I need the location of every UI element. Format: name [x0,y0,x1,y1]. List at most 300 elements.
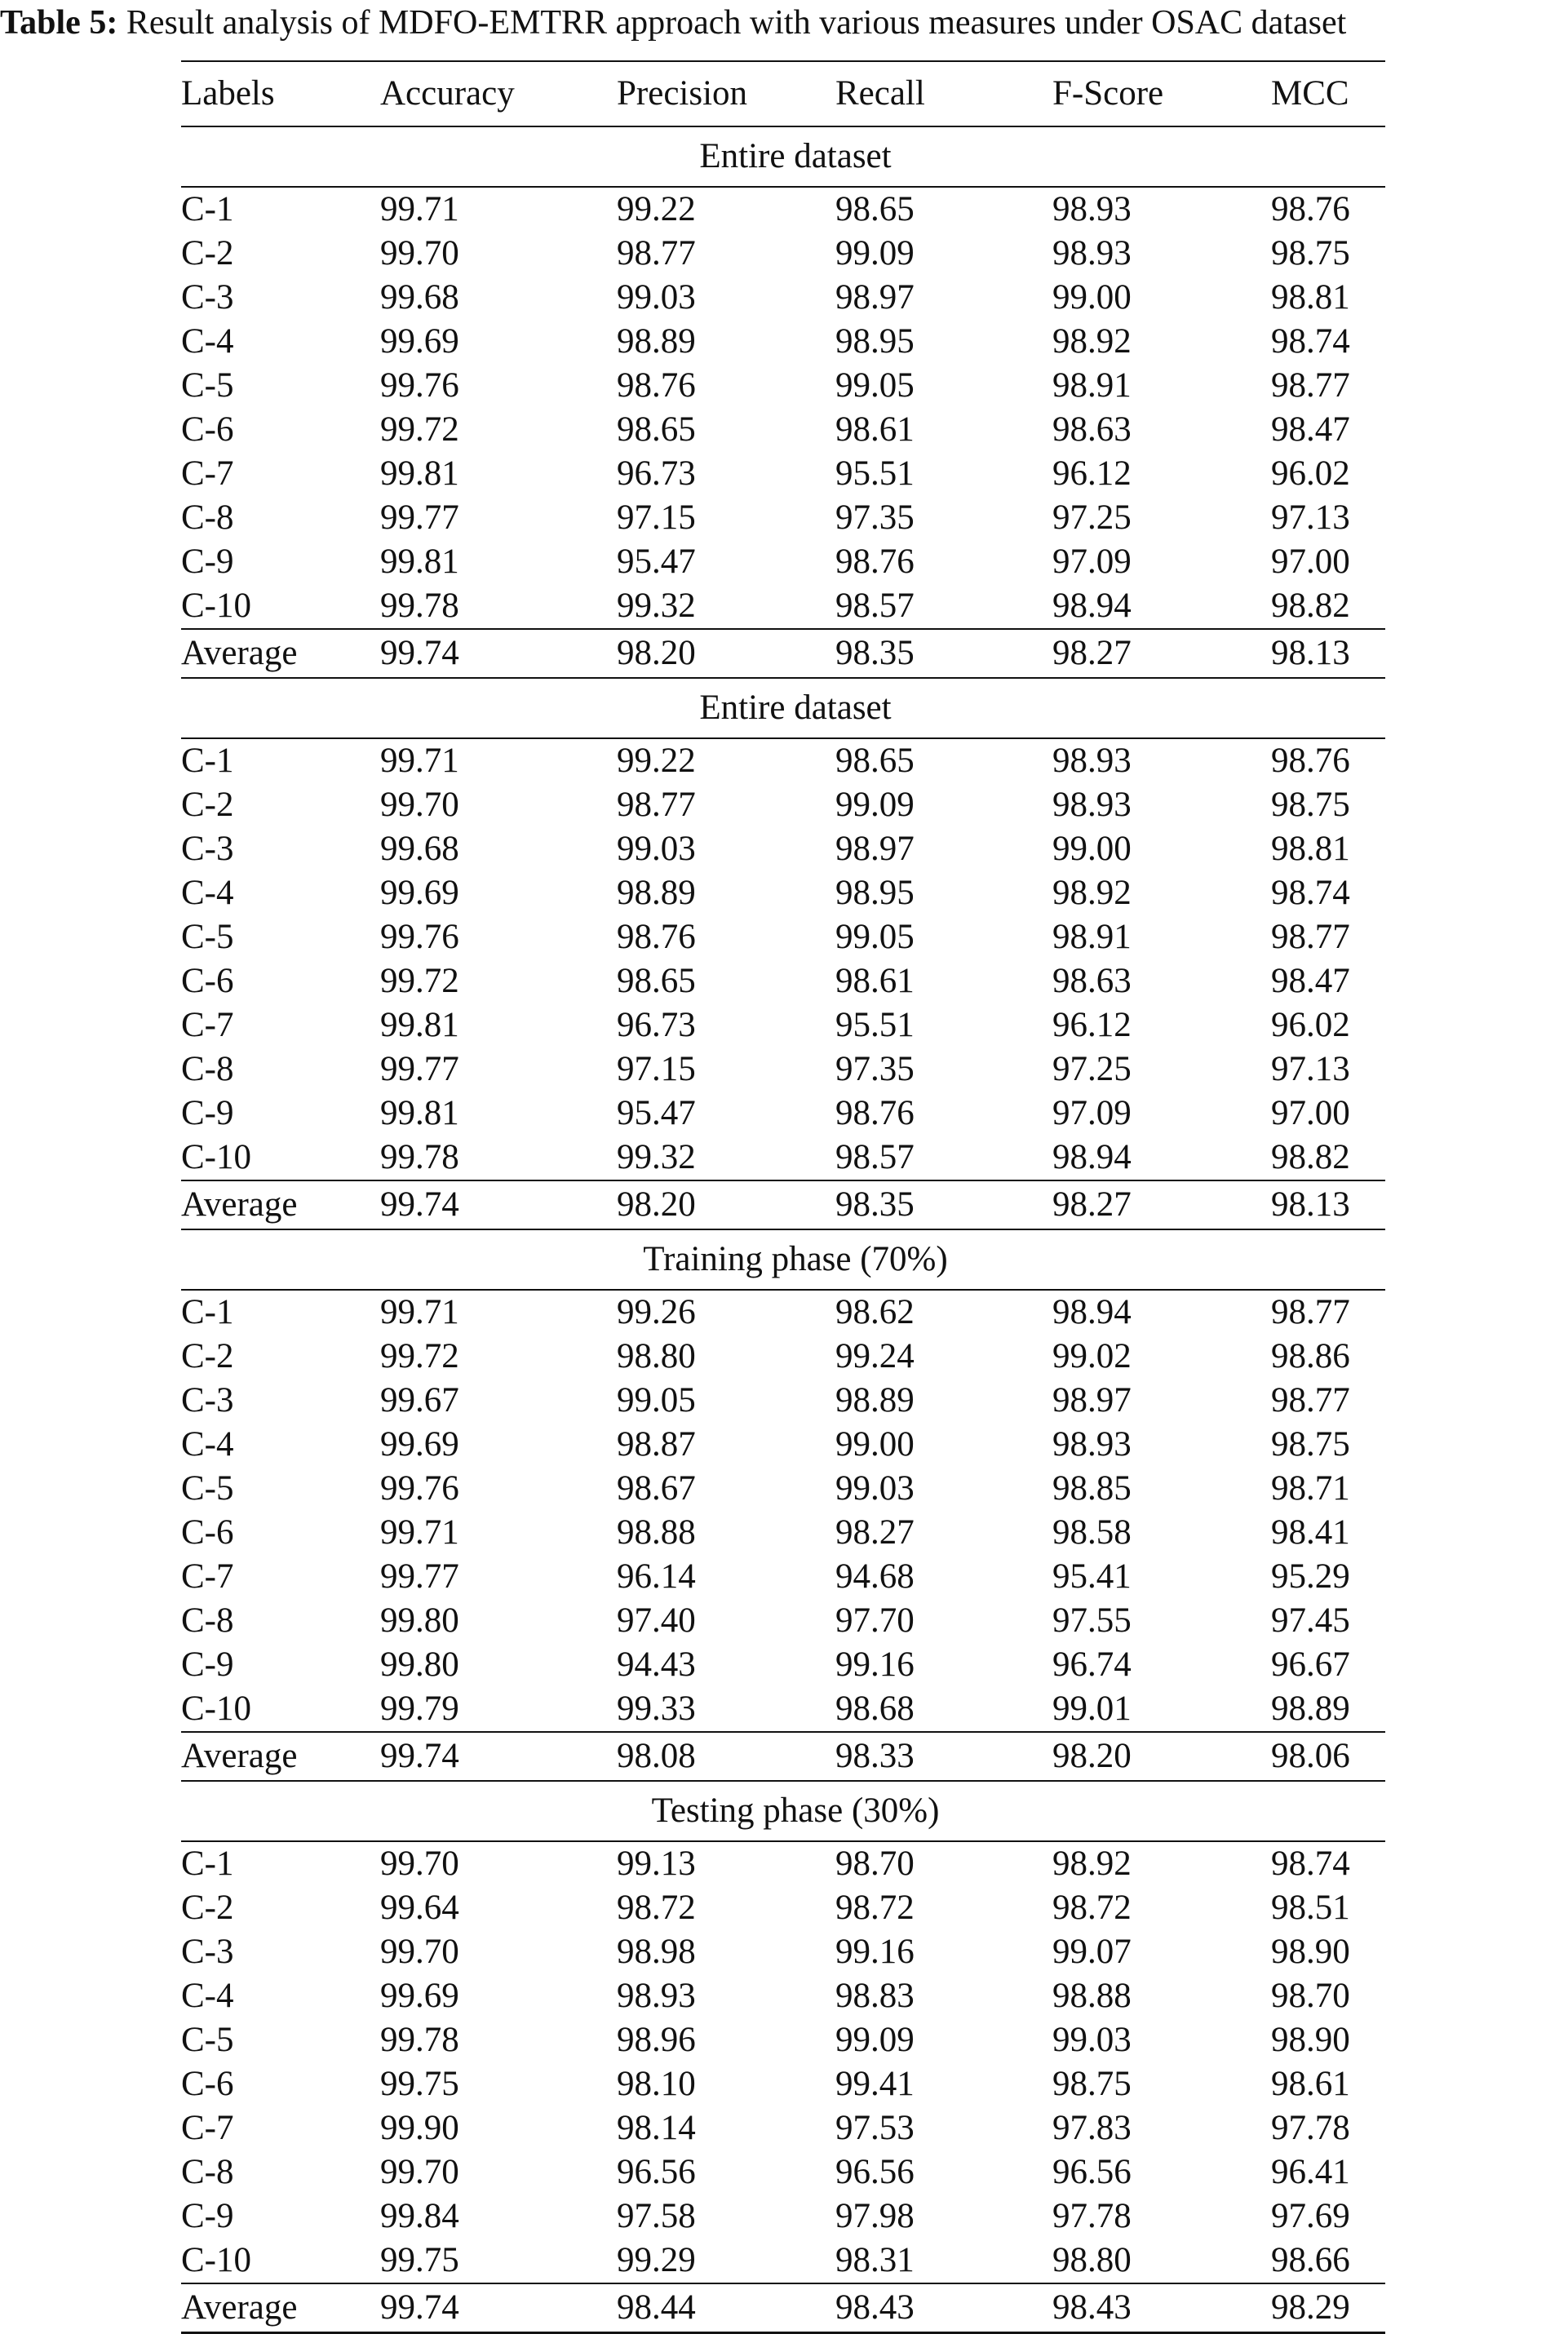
cell-label: C-4 [181,874,234,912]
cell-precision: 99.29 [617,2241,696,2279]
table-row [181,1511,1385,1555]
cell-label: C-6 [181,962,234,1000]
cell-recall: 99.24 [835,1337,915,1375]
table-row [181,783,1385,827]
average-row [181,628,1385,679]
cell-label: C-1 [181,1845,234,1883]
cell-mcc: 97.00 [1271,543,1350,581]
cell-precision: 97.58 [617,2197,696,2235]
cell-accuracy: 99.72 [380,1337,459,1375]
average-recall: 98.35 [835,634,915,672]
cell-label: C-10 [181,2241,251,2279]
cell-mcc: 98.82 [1271,587,1350,625]
column-header-mcc: MCC [1271,74,1349,113]
cell-recall: 98.61 [835,962,915,1000]
cell-recall: 98.27 [835,1513,915,1552]
cell-recall: 98.72 [835,1889,915,1927]
cell-label: C-5 [181,1469,234,1508]
cell-recall: 99.09 [835,234,915,272]
table-caption [0,0,1568,49]
cell-f-score: 98.72 [1052,1889,1132,1927]
average-f-score: 98.27 [1052,1185,1132,1224]
cell-recall: 98.83 [835,1977,915,2015]
cell-precision: 98.72 [617,1889,696,1927]
cell-label: C-7 [181,2109,234,2147]
average-label: Average [181,634,298,672]
cell-label: C-1 [181,1293,234,1331]
table-row [181,320,1385,364]
cell-label: C-1 [181,190,234,228]
cell-f-score: 98.63 [1052,962,1132,1000]
cell-precision: 98.89 [617,874,696,912]
average-f-score: 98.20 [1052,1737,1132,1775]
cell-f-score: 97.09 [1052,1094,1132,1132]
table-row [181,959,1385,1003]
column-header-recall: Recall [835,74,925,113]
cell-label: C-4 [181,322,234,361]
cell-label: C-6 [181,2065,234,2103]
cell-accuracy: 99.77 [380,1050,459,1088]
cell-mcc: 98.86 [1271,1337,1350,1375]
cell-f-score: 97.25 [1052,498,1132,537]
cell-recall: 99.41 [835,2065,915,2103]
table-header-row [181,60,1385,127]
cell-mcc: 98.75 [1271,234,1350,272]
average-precision: 98.08 [617,1737,696,1775]
cell-recall: 99.16 [835,1933,915,1971]
cell-f-score: 96.12 [1052,454,1132,493]
cell-recall: 98.76 [835,1094,915,1132]
cell-mcc: 98.71 [1271,1469,1350,1508]
cell-accuracy: 99.69 [380,1977,459,2015]
average-label: Average [181,1185,298,1224]
cell-precision: 98.77 [617,234,696,272]
cell-f-score: 98.94 [1052,1138,1132,1176]
cell-mcc: 98.89 [1271,1690,1350,1728]
cell-f-score: 98.88 [1052,1977,1132,2015]
cell-recall: 97.70 [835,1601,915,1640]
cell-f-score: 98.93 [1052,786,1132,824]
average-accuracy: 99.74 [380,1185,459,1224]
cell-recall: 98.31 [835,2241,915,2279]
table-row [181,1930,1385,1974]
cell-label: C-5 [181,366,234,405]
table-row [181,1974,1385,2018]
cell-precision: 96.73 [617,454,696,493]
cell-mcc: 97.13 [1271,498,1350,537]
cell-label: C-1 [181,742,234,780]
average-f-score: 98.27 [1052,634,1132,672]
cell-f-score: 97.78 [1052,2197,1132,2235]
cell-accuracy: 99.75 [380,2065,459,2103]
cell-label: C-2 [181,786,234,824]
cell-f-score: 98.93 [1052,190,1132,228]
cell-mcc: 98.81 [1271,278,1350,317]
cell-mcc: 98.74 [1271,1845,1350,1883]
cell-precision: 98.96 [617,2021,696,2059]
cell-label: C-3 [181,830,234,868]
cell-precision: 98.98 [617,1933,696,1971]
table-row [181,1467,1385,1511]
cell-precision: 94.43 [617,1645,696,1684]
cell-accuracy: 99.84 [380,2197,459,2235]
cell-mcc: 96.02 [1271,454,1350,493]
cell-recall: 98.65 [835,742,915,780]
cell-accuracy: 99.70 [380,1845,459,1883]
cell-precision: 98.76 [617,366,696,405]
cell-recall: 95.51 [835,1006,915,1044]
cell-f-score: 98.93 [1052,1425,1132,1464]
cell-label: C-10 [181,1690,251,1728]
cell-f-score: 98.94 [1052,587,1132,625]
section-title: Entire dataset [181,127,1385,188]
cell-label: C-2 [181,1889,234,1927]
cell-mcc: 98.90 [1271,2021,1350,2059]
cell-precision: 98.77 [617,786,696,824]
column-header-f-score: F-Score [1052,74,1164,113]
cell-precision: 99.33 [617,1690,696,1728]
table-row [181,1003,1385,1047]
average-row [181,1731,1385,1782]
cell-f-score: 98.93 [1052,234,1132,272]
cell-recall: 99.05 [835,918,915,956]
table-row [181,2194,1385,2239]
cell-accuracy: 99.81 [380,543,459,581]
table-row [181,827,1385,871]
cell-accuracy: 99.75 [380,2241,459,2279]
cell-accuracy: 99.64 [380,1889,459,1927]
cell-f-score: 97.25 [1052,1050,1132,1088]
cell-label: C-4 [181,1977,234,2015]
cell-recall: 99.16 [835,1645,915,1684]
cell-mcc: 98.77 [1271,366,1350,405]
cell-f-score: 98.92 [1052,322,1132,361]
cell-precision: 99.22 [617,742,696,780]
cell-mcc: 98.74 [1271,874,1350,912]
results-table [181,60,1385,2334]
cell-precision: 97.15 [617,1050,696,1088]
cell-f-score: 98.97 [1052,1381,1132,1419]
table-row [181,1047,1385,1092]
cell-recall: 97.98 [835,2197,915,2235]
table-section [181,1230,1385,1782]
cell-accuracy: 99.70 [380,786,459,824]
cell-precision: 99.05 [617,1381,696,1419]
cell-label: C-6 [181,1513,234,1552]
cell-mcc: 97.13 [1271,1050,1350,1088]
cell-precision: 98.14 [617,2109,696,2147]
caption-label: Table 5: [0,4,118,42]
cell-recall: 98.65 [835,190,915,228]
cell-recall: 99.00 [835,1425,915,1464]
cell-label: C-9 [181,2197,234,2235]
cell-accuracy: 99.71 [380,190,459,228]
cell-mcc: 96.67 [1271,1645,1350,1684]
cell-f-score: 98.80 [1052,2241,1132,2279]
cell-recall: 99.09 [835,786,915,824]
cell-recall: 98.57 [835,1138,915,1176]
cell-label: C-3 [181,1381,234,1419]
average-precision: 98.44 [617,2288,696,2327]
average-row [181,1180,1385,1230]
table-row [181,1643,1385,1687]
cell-accuracy: 99.81 [380,1006,459,1044]
cell-f-score: 96.12 [1052,1006,1132,1044]
cell-accuracy: 99.77 [380,498,459,537]
table-row [181,1886,1385,1930]
cell-accuracy: 99.90 [380,2109,459,2147]
cell-recall: 99.09 [835,2021,915,2059]
cell-label: C-2 [181,1337,234,1375]
table-row [181,1599,1385,1643]
cell-accuracy: 99.79 [380,1690,459,1728]
cell-accuracy: 99.78 [380,1138,459,1176]
cell-recall: 98.57 [835,587,915,625]
table-section [181,1782,1385,2334]
cell-accuracy: 99.81 [380,454,459,493]
table-row [181,1092,1385,1136]
cell-mcc: 98.51 [1271,1889,1350,1927]
table-row [181,276,1385,320]
table-row [181,496,1385,540]
column-header-accuracy: Accuracy [380,74,515,113]
cell-precision: 99.26 [617,1293,696,1331]
cell-mcc: 95.29 [1271,1557,1350,1596]
cell-f-score: 98.63 [1052,410,1132,449]
table-row [181,1291,1385,1335]
cell-accuracy: 99.78 [380,587,459,625]
cell-mcc: 98.47 [1271,962,1350,1000]
cell-accuracy: 99.68 [380,278,459,317]
cell-f-score: 95.41 [1052,1557,1132,1596]
cell-precision: 99.22 [617,190,696,228]
cell-precision: 98.87 [617,1425,696,1464]
cell-accuracy: 99.70 [380,1933,459,1971]
cell-label: C-10 [181,1138,251,1176]
cell-accuracy: 99.71 [380,1293,459,1331]
cell-label: C-3 [181,1933,234,1971]
cell-f-score: 99.00 [1052,830,1132,868]
table-row [181,915,1385,959]
cell-precision: 95.47 [617,1094,696,1132]
cell-recall: 99.05 [835,366,915,405]
cell-precision: 98.65 [617,962,696,1000]
cell-precision: 97.15 [617,498,696,537]
average-mcc: 98.13 [1271,634,1350,672]
table-row [181,2239,1385,2283]
cell-recall: 99.03 [835,1469,915,1508]
section-title: Training phase (70%) [181,1230,1385,1291]
cell-f-score: 97.83 [1052,2109,1132,2147]
cell-accuracy: 99.71 [380,1513,459,1552]
cell-recall: 97.35 [835,498,915,537]
average-precision: 98.20 [617,634,696,672]
cell-mcc: 97.69 [1271,2197,1350,2235]
table-row [181,2150,1385,2194]
cell-f-score: 99.07 [1052,1933,1132,1971]
cell-label: C-5 [181,2021,234,2059]
column-header-precision: Precision [617,74,748,113]
cell-label: C-7 [181,454,234,493]
cell-accuracy: 99.81 [380,1094,459,1132]
average-recall: 98.35 [835,1185,915,1224]
table-row [181,364,1385,408]
cell-precision: 98.80 [617,1337,696,1375]
cell-accuracy: 99.69 [380,322,459,361]
cell-precision: 99.32 [617,1138,696,1176]
average-accuracy: 99.74 [380,1737,459,1775]
cell-mcc: 98.76 [1271,742,1350,780]
cell-precision: 98.67 [617,1469,696,1508]
average-label: Average [181,2288,298,2327]
cell-accuracy: 99.72 [380,410,459,449]
cell-mcc: 98.76 [1271,190,1350,228]
cell-accuracy: 99.80 [380,1601,459,1640]
cell-accuracy: 99.70 [380,2153,459,2191]
cell-label: C-5 [181,918,234,956]
cell-label: C-8 [181,1601,234,1640]
cell-accuracy: 99.71 [380,742,459,780]
cell-f-score: 98.91 [1052,366,1132,405]
cell-label: C-7 [181,1557,234,1596]
cell-precision: 96.73 [617,1006,696,1044]
cell-mcc: 98.66 [1271,2241,1350,2279]
cell-mcc: 98.77 [1271,918,1350,956]
cell-precision: 98.88 [617,1513,696,1552]
cell-label: C-6 [181,410,234,449]
cell-accuracy: 99.76 [380,1469,459,1508]
cell-mcc: 97.00 [1271,1094,1350,1132]
section-title: Testing phase (30%) [181,1782,1385,1842]
cell-precision: 98.89 [617,322,696,361]
average-accuracy: 99.74 [380,634,459,672]
cell-precision: 99.13 [617,1845,696,1883]
table-row [181,2106,1385,2150]
cell-recall: 98.68 [835,1690,915,1728]
average-label: Average [181,1737,298,1775]
cell-accuracy: 99.72 [380,962,459,1000]
cell-precision: 99.03 [617,278,696,317]
cell-accuracy: 99.69 [380,874,459,912]
cell-accuracy: 99.80 [380,1645,459,1684]
cell-recall: 94.68 [835,1557,915,1596]
cell-f-score: 96.56 [1052,2153,1132,2191]
cell-f-score: 98.93 [1052,742,1132,780]
cell-recall: 98.89 [835,1381,915,1419]
table-row [181,1136,1385,1180]
cell-label: C-3 [181,278,234,317]
table-row [181,1335,1385,1379]
cell-label: C-2 [181,234,234,272]
average-mcc: 98.29 [1271,2288,1350,2327]
section-title: Entire dataset [181,679,1385,739]
cell-recall: 97.35 [835,1050,915,1088]
cell-label: C-9 [181,1645,234,1684]
cell-recall: 98.97 [835,830,915,868]
cell-precision: 98.76 [617,918,696,956]
cell-precision: 97.40 [617,1601,696,1640]
caption-text: Result analysis of MDFO-EMTRR approach with various measures under OSAC dataset [126,4,1347,42]
cell-f-score: 98.91 [1052,918,1132,956]
table-row [181,408,1385,452]
cell-f-score: 99.02 [1052,1337,1132,1375]
average-mcc: 98.06 [1271,1737,1350,1775]
table-row [181,739,1385,783]
table-row [181,1842,1385,1886]
cell-precision: 95.47 [617,543,696,581]
table-row [181,452,1385,496]
cell-recall: 98.70 [835,1845,915,1883]
cell-recall: 95.51 [835,454,915,493]
table-row [181,584,1385,628]
average-accuracy: 99.74 [380,2288,459,2327]
cell-precision: 98.65 [617,410,696,449]
cell-precision: 98.10 [617,2065,696,2103]
cell-precision: 99.03 [617,830,696,868]
table-section [181,127,1385,679]
cell-accuracy: 99.68 [380,830,459,868]
table-row [181,1379,1385,1423]
cell-mcc: 98.61 [1271,2065,1350,2103]
cell-label: C-9 [181,543,234,581]
table-row [181,1555,1385,1599]
table-section [181,679,1385,1230]
column-header-labels: Labels [181,74,275,113]
cell-label: C-9 [181,1094,234,1132]
cell-mcc: 98.77 [1271,1293,1350,1331]
average-f-score: 98.43 [1052,2288,1132,2327]
cell-label: C-7 [181,1006,234,1044]
cell-precision: 99.32 [617,587,696,625]
average-mcc: 98.13 [1271,1185,1350,1224]
cell-label: C-8 [181,1050,234,1088]
cell-accuracy: 99.78 [380,2021,459,2059]
cell-mcc: 98.47 [1271,410,1350,449]
table-row [181,871,1385,915]
cell-mcc: 98.90 [1271,1933,1350,1971]
table-row [181,232,1385,276]
cell-f-score: 98.85 [1052,1469,1132,1508]
cell-f-score: 98.92 [1052,874,1132,912]
cell-mcc: 98.75 [1271,1425,1350,1464]
cell-mcc: 98.70 [1271,1977,1350,2015]
cell-mcc: 98.82 [1271,1138,1350,1176]
cell-label: C-8 [181,2153,234,2191]
cell-mcc: 98.77 [1271,1381,1350,1419]
cell-recall: 98.95 [835,322,915,361]
cell-precision: 96.56 [617,2153,696,2191]
cell-accuracy: 99.77 [380,1557,459,1596]
cell-f-score: 98.58 [1052,1513,1132,1552]
cell-f-score: 98.94 [1052,1293,1132,1331]
cell-mcc: 96.41 [1271,2153,1350,2191]
table-row [181,2062,1385,2106]
cell-precision: 96.14 [617,1557,696,1596]
cell-mcc: 98.74 [1271,322,1350,361]
cell-mcc: 96.02 [1271,1006,1350,1044]
cell-f-score: 99.00 [1052,278,1132,317]
cell-label: C-8 [181,498,234,537]
cell-accuracy: 99.76 [380,366,459,405]
cell-recall: 98.61 [835,410,915,449]
cell-label: C-10 [181,587,251,625]
cell-mcc: 98.81 [1271,830,1350,868]
cell-recall: 98.97 [835,278,915,317]
cell-f-score: 98.75 [1052,2065,1132,2103]
average-recall: 98.43 [835,2288,915,2327]
cell-f-score: 97.09 [1052,543,1132,581]
cell-accuracy: 99.76 [380,918,459,956]
